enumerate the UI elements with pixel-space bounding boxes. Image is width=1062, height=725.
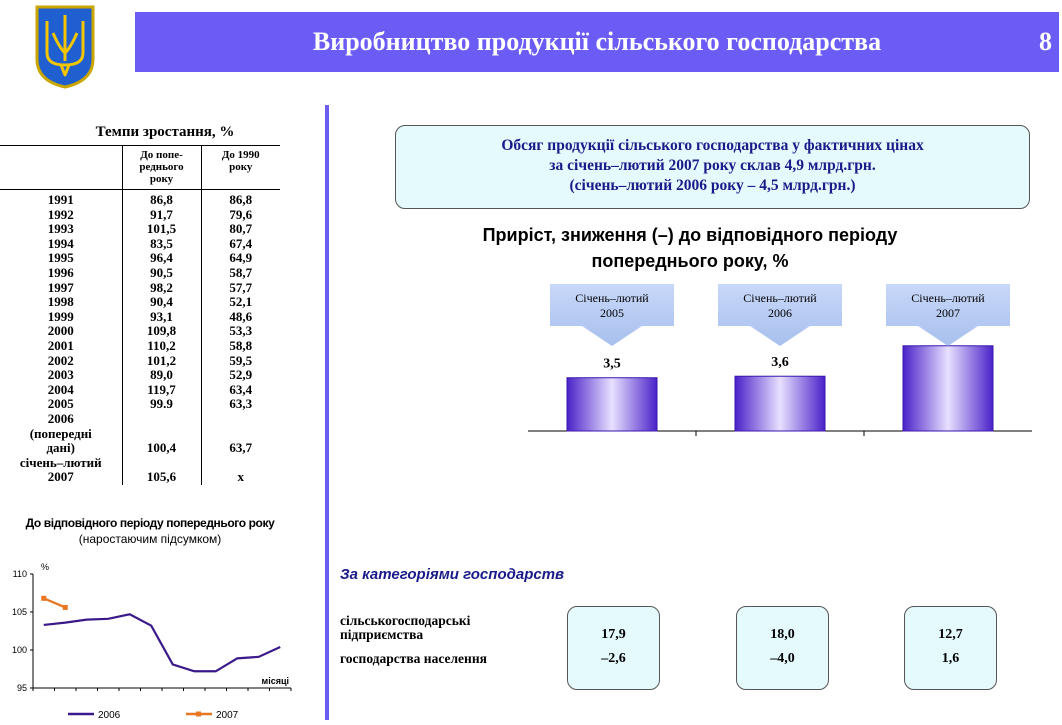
bar-value-label: 3,5 [603, 356, 621, 372]
table-row [0, 412, 280, 456]
series-line-2006 [44, 614, 281, 671]
base-1990-cell: х [201, 456, 280, 485]
category-box [904, 606, 997, 690]
prev-year-cell: 110,2 [122, 339, 201, 354]
base-1990-cell: 48,6 [201, 310, 280, 325]
bar [567, 378, 657, 431]
row-label-enterprises: сільськогосподарські підприємства [340, 613, 471, 642]
year-cell: 2002 [47, 352, 74, 368]
line-chart-subtitle: (наростаючим підсумком) [78, 532, 222, 546]
series-line-2007 [44, 598, 66, 607]
category-label: Січень–лютий [743, 291, 817, 305]
table-row [0, 456, 280, 485]
base-1990-cell: 67,4 [201, 237, 280, 252]
vertical-divider [325, 105, 329, 720]
legend-label: 2006 [98, 710, 121, 721]
households-value: 1,6 [941, 651, 960, 666]
info-line-2: за січень–лютий 2007 року склав 4,9 млрд.грн. [549, 157, 876, 174]
base-1990-cell: 80,7 [201, 222, 280, 237]
bar [903, 346, 993, 431]
base-1990-cell: 63,7 [201, 412, 280, 456]
table-row [0, 281, 280, 296]
growth-table-title: Темпи зростання, % [95, 124, 235, 140]
households-value: –4,0 [770, 651, 795, 666]
info-line-1: Обсяг продукції сільського господарства у фактичних цінах [501, 137, 924, 154]
table-row [0, 251, 280, 266]
table-row [0, 222, 280, 237]
prev-year-cell: 109,8 [122, 324, 201, 339]
base-1990-header: До 1990 року [201, 146, 280, 190]
series-point [41, 596, 46, 601]
year-cell: 1998 [47, 294, 74, 310]
table-row [0, 383, 280, 398]
table-row [0, 295, 280, 310]
enterprises-value: 18,0 [770, 627, 795, 642]
base-1990-cell: 63,3 [201, 397, 280, 412]
line-chart-title-block [0, 515, 300, 547]
category-label: 2005 [600, 306, 624, 320]
base-1990-cell: 52,9 [201, 368, 280, 383]
page-number: 8 [1039, 27, 1052, 56]
category-label: Січень–лютий [911, 291, 985, 305]
y-tick-label: 105 [11, 607, 27, 617]
line-chart [0, 558, 300, 725]
prev-year-cell: 86,8 [122, 190, 201, 208]
base-1990-cell: 57,7 [201, 281, 280, 296]
year-cell: 1996 [47, 264, 74, 280]
category-box [736, 606, 829, 690]
category-box [567, 606, 660, 690]
bar-chart [520, 280, 1040, 440]
info-line-3: (січень–лютий 2006 року – 4,5 млрд.грн.) [569, 177, 856, 194]
page-title: Виробництво продукції сільського господарства [312, 27, 882, 56]
x-axis-label: місяці [261, 676, 289, 686]
prev-year-cell: 93,1 [122, 310, 201, 325]
prev-year-cell: 100,4 [122, 412, 201, 456]
y-tick-label: 100 [11, 645, 27, 655]
year-cell: 1997 [47, 279, 74, 295]
base-1990-cell: 59,5 [201, 354, 280, 369]
growth-table-body [0, 190, 280, 485]
table-row [0, 190, 280, 208]
category-label: 2006 [768, 306, 792, 320]
base-1990-cell: 58,7 [201, 266, 280, 281]
year-cell: 1999 [47, 308, 74, 324]
table-row [0, 324, 280, 339]
legend-label: 2007 [216, 710, 239, 721]
year-cell: 1993 [47, 221, 74, 237]
enterprises-value: 12,7 [938, 627, 963, 642]
year-cell: 2001 [47, 337, 74, 353]
base-1990-cell: 86,8 [201, 190, 280, 208]
households-value: –2,6 [601, 651, 626, 666]
growth-table-header [0, 146, 280, 190]
growth-table [0, 145, 280, 485]
year-cell: 1995 [47, 250, 74, 266]
table-row [0, 339, 280, 354]
table-row [0, 397, 280, 412]
year-cell: 2000 [47, 323, 74, 339]
coat-of-arms [33, 3, 97, 89]
table-row [0, 354, 280, 369]
year-cell: 2004 [47, 381, 74, 397]
year-cell: січень–лютий 2007 [19, 454, 102, 485]
prev-year-cell: 101,2 [122, 354, 201, 369]
bar-value-label: 3,6 [771, 355, 789, 371]
prev-year-cell: 99.9 [122, 397, 201, 412]
base-1990-cell: 58,8 [201, 339, 280, 354]
prev-year-cell: 101,5 [122, 222, 201, 237]
base-1990-cell: 52,1 [201, 295, 280, 310]
year-cell: 1992 [47, 206, 74, 222]
table-row [0, 208, 280, 223]
prev-year-cell: 91,7 [122, 208, 201, 223]
y-axis-unit: % [41, 562, 50, 572]
table-row [0, 266, 280, 281]
prev-year-cell: 119,7 [122, 383, 201, 398]
legend-marker [196, 712, 201, 717]
line-chart-title: До відповідного періоду попереднього року [25, 516, 275, 530]
prev-year-cell: 105,6 [122, 456, 201, 485]
base-1990-cell: 79,6 [201, 208, 280, 223]
base-1990-cell: 53,3 [201, 324, 280, 339]
info-box [395, 125, 1030, 209]
prev-year-cell: 98,2 [122, 281, 201, 296]
series-point [63, 605, 68, 610]
table-row [0, 237, 280, 252]
prev-year-header: До попе- реднього року [122, 146, 201, 190]
year-cell: 2005 [47, 396, 74, 412]
year-cell: 1991 [47, 192, 74, 207]
table-row [0, 368, 280, 383]
prev-year-cell: 90,5 [122, 266, 201, 281]
y-tick-label: 95 [16, 683, 27, 693]
category-label: Січень–лютий [575, 291, 649, 305]
year-cell: 1994 [47, 235, 74, 251]
prev-year-cell: 83,5 [122, 237, 201, 252]
base-1990-cell: 63,4 [201, 383, 280, 398]
category-label: 2007 [936, 306, 960, 320]
prev-year-cell: 89,0 [122, 368, 201, 383]
prev-year-cell: 90,4 [122, 295, 201, 310]
year-cell: 2003 [47, 367, 74, 383]
enterprises-value: 17,9 [601, 627, 626, 642]
bar-chart-title: Приріст, зниження (–) до відповідного періоду попереднього року, % [482, 225, 898, 271]
prev-year-cell: 96,4 [122, 251, 201, 266]
y-tick-label: 110 [12, 569, 27, 579]
categories-title: За категоріями господарств [340, 566, 565, 583]
bar [735, 376, 825, 431]
year-header [0, 146, 122, 190]
row-label-households: господарства населення [340, 651, 487, 666]
year-cell: 2006 (попередні дані) [29, 410, 92, 456]
base-1990-cell: 64,9 [201, 251, 280, 266]
table-row [0, 310, 280, 325]
